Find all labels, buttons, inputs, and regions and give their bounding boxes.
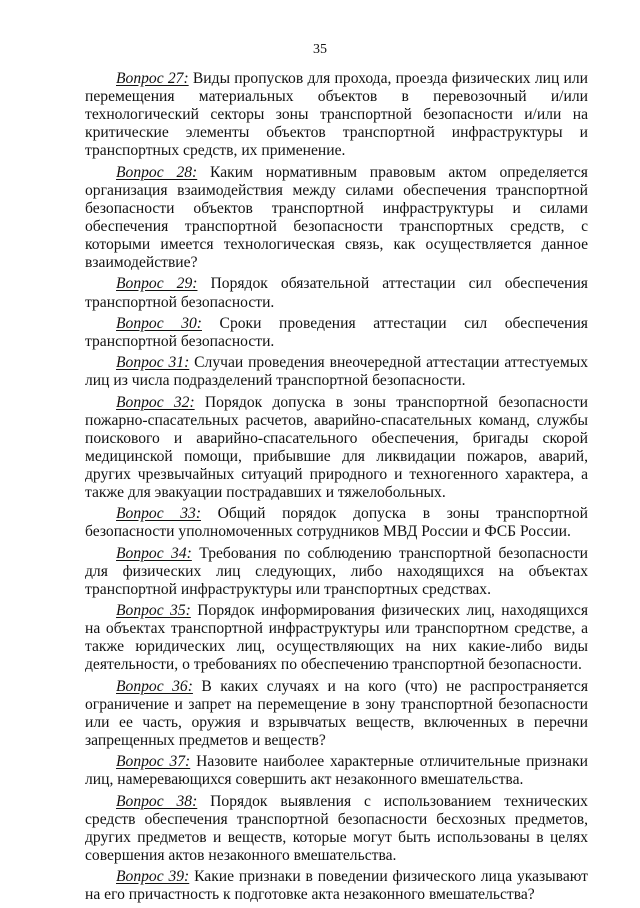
question-text: Виды пропусков для прохода, проезда физических лиц или перемещения материальных объектов в перевозочный и/или технологический секторы зоны транспортной безопасности и/или на критические элементы объектов транспортной инфраструктуры и транспортных средств, их применение. — [85, 70, 588, 160]
question-label: Вопрос 39: — [116, 868, 190, 886]
question-label: Вопрос 37: — [116, 753, 191, 771]
question-30 — [85, 315, 588, 351]
question-28 — [85, 164, 588, 273]
question-text: Сроки проведения аттестации сил обеспечения транспортной безопасности. — [85, 314, 588, 350]
question-33 — [85, 505, 588, 541]
question-label: Вопрос 30: — [116, 314, 202, 332]
question-label: Вопрос 28: — [116, 163, 198, 181]
question-label: Вопрос 34: — [116, 544, 192, 562]
question-text: Порядок выявления с использованием технических средств обеспечения транспортной безопасности бесхозных предметов, других предметов и веществ, которые могут быть использованы в целях совершения актов незаконного вмешательства. — [85, 792, 588, 864]
question-text: Какие признаки в поведении физического лица указывают на его причастность к подготовке акта незаконного вмешательства? — [85, 868, 589, 904]
questions-list — [85, 70, 588, 908]
question-32 — [85, 394, 588, 503]
question-38 — [85, 793, 588, 865]
question-34 — [85, 545, 588, 599]
question-text: Случаи проведения внеочередной аттестации аттестуемых лиц из числа подразделений транспортной безопасности. — [85, 354, 588, 390]
question-label: Вопрос 33: — [116, 505, 202, 523]
question-39 — [85, 868, 588, 904]
question-label: Вопрос 36: — [116, 677, 193, 695]
question-label: Вопрос 32: — [116, 393, 195, 411]
question-37 — [85, 753, 588, 789]
question-label: Вопрос 35: — [116, 602, 191, 620]
question-label: Вопрос 29: — [116, 275, 198, 293]
question-text: Общий порядок допуска в зоны транспортной безопасности уполномоченных сотрудников МВД России и ФСБ России. — [85, 505, 588, 541]
question-text: В каких случаях и на кого (что) не распространяется ограничение и запрет на перемещение в зону транспортной безопасности или ее часть, оружия и взрывчатых веществ, включенных в перечни запрещенных предметов и веществ? — [85, 677, 588, 749]
question-27 — [85, 70, 588, 160]
question-text: Порядок обязательной аттестации сил обеспечения транспортной безопасности. — [85, 275, 588, 311]
question-label: Вопрос 38: — [116, 792, 198, 810]
question-label: Вопрос 31: — [116, 354, 190, 372]
question-text: Порядок информирования физических лиц, находящихся на объектах транспортной инфраструктуры или транспортном средстве, а также юридических лиц, осуществляющих на них какие-либо виды деятельности, о требованиях по обеспечению транспортной безопасности. — [85, 602, 588, 674]
question-text: Назовите наиболее характерные отличительные признаки лиц, намеревающихся совершить акт незаконного вмешательства. — [85, 753, 589, 789]
question-text: Порядок допуска в зоны транспортной безопасности пожарно-спасательных расчетов, аварийно-спасательных команд, службы поискового и аварийно-спасательного обеспечения, бригады скорой медицинской помощи, прибывшие для ликвидации пожаров, аварий, других чрезвычайных ситуаций природного и техногенного характера, а также для эвакуации пострадавших и тяжелобольных. — [85, 393, 588, 501]
question-35 — [85, 602, 588, 674]
question-text: Требования по соблюдению транспортной безопасности для физических лиц следующих, либо находящихся на объектах транспортной инфраструктуры или транспортных средствах. — [85, 544, 589, 598]
question-36 — [85, 678, 588, 750]
question-29 — [85, 275, 588, 311]
question-31 — [85, 354, 588, 390]
page-number: 35 — [313, 42, 327, 57]
question-label: Вопрос 27: — [116, 70, 189, 87]
question-text: Каким нормативным правовым актом определяется организация взаимодействия между силами обеспечения транспортной безопасности объектов транспортной инфраструктуры и силами обеспечения транспортной безопасности транспортных средств, с которыми имеется технологическая связь, как осуществляется данное взаимодействие? — [85, 163, 588, 272]
